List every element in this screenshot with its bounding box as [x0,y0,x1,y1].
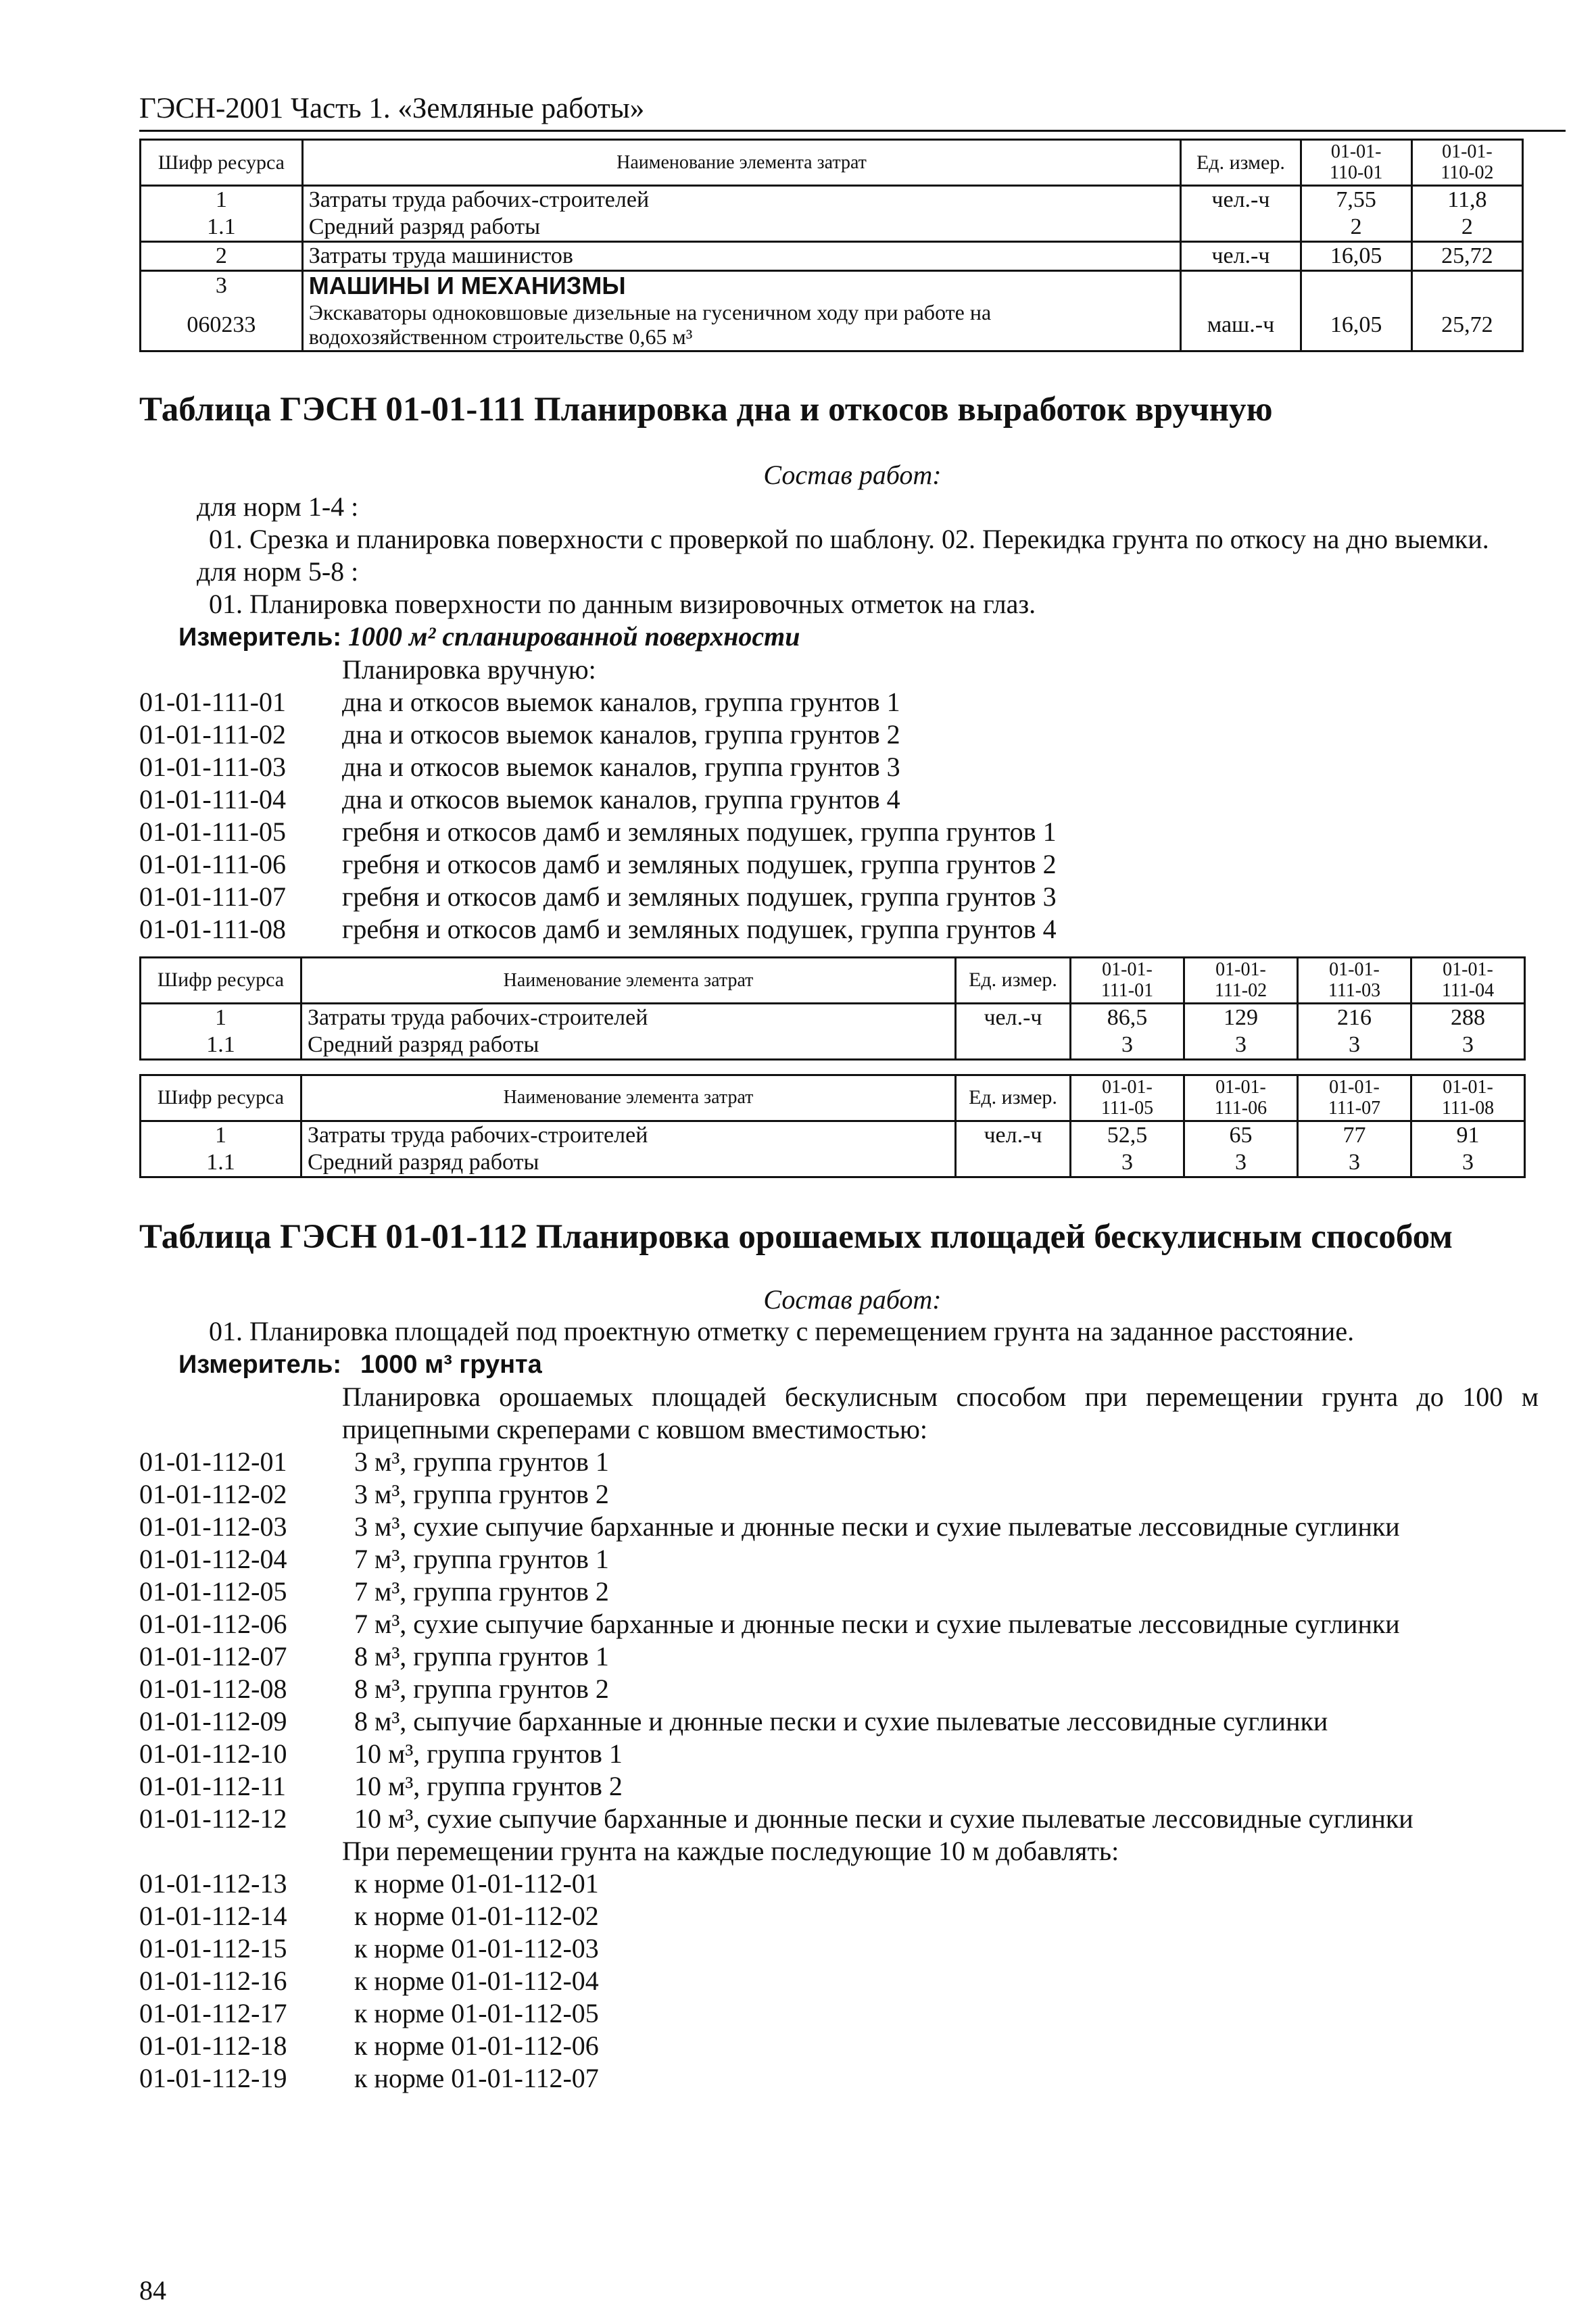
col-header-line: 01-01- [1215,1076,1266,1098]
norm-description: 7 м³, группа грунтов 2 [354,1576,609,1607]
norm-item [139,1965,1566,1997]
measurement-unit [139,1348,1566,1381]
norm-item [139,686,1566,718]
col-header [1411,957,1525,1003]
norms-range-label: для норм 5-8 : [197,556,359,587]
norm-code: 01-01-112-06 [139,1608,287,1639]
cell: 060233 [141,300,303,351]
norm-code: 01-01-112-01 [139,1446,287,1477]
norm-code: 01-01-111-07 [139,881,286,912]
norm-code: 01-01-112-05 [139,1576,287,1607]
col-header-line: 110-01 [1330,162,1383,184]
table-row [141,300,1523,351]
norm-description: к норме 01-01-112-05 [354,1997,599,2028]
cell [1181,270,1301,300]
col-header-line: 01-01- [1329,1076,1380,1098]
section-111-title: Таблица ГЭСН 01-01-111 Планировка дна и откосов выработок вручную [139,390,1273,429]
cell: 3 [1184,1149,1298,1177]
norm-item [139,881,1566,913]
cell [956,1149,1071,1177]
norm-code: 01-01-111-03 [139,751,286,782]
norm-description: гребня и откосов дамб и земляных подушек, группа грунтов 1 [342,816,1057,847]
norm-item [139,783,1566,816]
cell: 86,5 [1071,1003,1184,1031]
norm-description: к норме 01-01-112-01 [354,1868,599,1899]
cell: 65 [1184,1121,1298,1149]
cell: Средний разряд работы [301,1031,956,1060]
norm-description: к норме 01-01-112-04 [354,1965,599,1996]
norm-description: 8 м³, сыпучие барханные и дюнные пески и сухие пылеватые лессовидные суглинки [354,1705,1328,1736]
cell: 3 [141,270,303,300]
cell: 1.1 [141,1031,301,1060]
col-header: Ед. измер. [956,1075,1071,1121]
cell: 1.1 [141,214,303,242]
cell: 3 [1071,1149,1184,1177]
cell: МАШИНЫ И МЕХАНИЗМЫ [302,270,1181,300]
cell: 3 [1411,1031,1525,1060]
cell: чел.-ч [956,1003,1071,1031]
table-row [141,241,1523,270]
norm-code: 01-01-112-03 [139,1511,287,1542]
col-header-line: 01-01- [1330,141,1382,162]
table-header-row [141,957,1525,1003]
cell: маш.-ч [1181,300,1301,351]
norm-item [139,1738,1566,1770]
col-header: Наименование элемента затрат [301,1075,956,1121]
cell: 216 [1298,1003,1411,1031]
table-header-row [141,1075,1525,1121]
table-row [141,1003,1525,1031]
norm-code: 01-01-112-09 [139,1705,287,1736]
col-header-line: 01-01- [1102,1076,1153,1098]
cell: 11,8 [1411,185,1522,214]
col-header [1301,140,1411,186]
col-header-line: 111-01 [1101,980,1154,1002]
cell: чел.-ч [956,1121,1071,1149]
norm-description: гребня и откосов дамб и земляных подушек, группа грунтов 3 [342,881,1057,912]
composition-label: Состав работ: [763,459,942,490]
norm-item [139,1932,1566,1965]
cell: Средний разряд работы [302,214,1181,242]
col-header [1071,1075,1184,1121]
col-header-line: 01-01- [1443,958,1493,980]
norm-code: 01-01-112-16 [139,1965,287,1996]
norm-code: 01-01-112-14 [139,1900,287,1931]
norm-code: 01-01-112-10 [139,1738,287,1769]
norm-description: 7 м³, группа грунтов 1 [354,1543,609,1574]
cell: 16,05 [1301,241,1411,270]
measurement-value: 1000 м² спланированной поверхности [347,620,800,652]
norm-description: дна и откосов выемок каналов, группа грунтов 3 [342,751,900,782]
table-row [141,270,1523,300]
col-header-line: 111-02 [1214,980,1267,1002]
cell: Затраты труда рабочих-строителей [301,1003,956,1031]
measurement-value: 1000 м³ грунта [360,1350,542,1379]
cell: 2 [1411,214,1522,242]
measurement-label: Измеритель: [178,1350,341,1379]
norm-description: к норме 01-01-112-03 [354,1932,599,1964]
cell: 2 [1301,214,1411,242]
cell: Затраты труда рабочих-строителей [302,185,1181,214]
work-description: 01. Срезка и планировка поверхности с проверкой по шаблону. 02. Перекидка грунта по откосу на дно выемки. [209,523,1489,554]
norm-code: 01-01-111-08 [139,913,286,944]
norm-item [139,1868,1566,1900]
col-header-line: 111-03 [1328,980,1381,1002]
col-header: Ед. измер. [956,957,1071,1003]
resource-table-110 [139,139,1524,352]
norm-code: 01-01-111-01 [139,686,286,717]
norm-description: дна и откосов выемок каналов, группа грунтов 1 [342,686,900,717]
cell: 129 [1184,1003,1298,1031]
norm-description: 3 м³, группа грунтов 1 [354,1446,609,1477]
norm-code: 01-01-112-13 [139,1868,287,1899]
cell: 3 [1298,1149,1411,1177]
col-header-line: 110-02 [1441,162,1494,184]
resource-table-111-b [139,1074,1526,1178]
norm-description: 3 м³, группа грунтов 2 [354,1478,609,1509]
norms-extra-intro: При перемещении грунта на каждые последующие 10 м добавлять: [342,1835,1119,1866]
resource-table-111-a [139,956,1526,1061]
norm-code: 01-01-112-11 [139,1770,286,1801]
norms-range-label: для норм 1-4 : [197,491,359,522]
cell: 16,05 [1301,300,1411,351]
cell: 3 [1071,1031,1184,1060]
norm-item [139,1770,1566,1803]
norm-description: дна и откосов выемок каналов, группа грунтов 2 [342,718,900,750]
norm-description: 7 м³, сухие сыпучие барханные и дюнные пески и сухие пылеватые лессовидные суглинки [354,1608,1400,1639]
norms-list [139,686,1566,946]
cell: 7,55 [1301,185,1411,214]
cell: 1 [141,1121,301,1149]
section-112-title: Таблица ГЭСН 01-01-112 Планировка орошаемых площадей бескулисным способом [139,1217,1453,1256]
norm-code: 01-01-112-18 [139,2030,287,2061]
col-header-line: 111-05 [1101,1098,1154,1119]
cell: 2 [141,241,303,270]
col-header [1411,1075,1525,1121]
norm-item [139,1997,1566,2030]
norm-item [139,1576,1566,1608]
col-header [1411,140,1522,186]
norm-item [139,1543,1566,1576]
cell: 288 [1411,1003,1525,1031]
cell: Затраты труда машинистов [302,241,1181,270]
work-description: 01. Планировка площадей под проектную отметку с перемещением грунта на заданное расстояние. [209,1315,1355,1346]
norms-intro: Планировка вручную: [342,654,596,685]
norm-item [139,718,1566,751]
norm-item [139,2030,1566,2062]
col-header-line: 111-04 [1441,980,1495,1002]
norm-item [139,1478,1566,1511]
norm-code: 01-01-112-15 [139,1932,287,1964]
norm-item [139,816,1566,848]
cell: Экскаваторы одноковшовые дизельные на гусеничном ходу при работе на водохозяйственном строительстве 0,65 м³ [302,300,1181,351]
col-header: Шифр ресурса [141,957,301,1003]
col-header-line: 01-01- [1102,958,1153,980]
table-header-row [141,140,1523,186]
norms-intro: Планировка орошаемых площадей бескулисным способом при перемещении грунта до 100 м прицепными скреперами с ковшом вместимостью: [342,1381,1539,1444]
col-header: Наименование элемента затрат [302,140,1181,186]
norm-description: 10 м³, группа грунтов 2 [354,1770,623,1801]
norm-code: 01-01-112-02 [139,1478,287,1509]
measurement-label: Измеритель: [178,623,341,652]
norm-item [139,1673,1566,1705]
norms-list [139,1868,1566,2095]
col-header-line: 01-01- [1442,141,1493,162]
cell: 1.1 [141,1149,301,1177]
cell: Затраты труда рабочих-строителей [301,1121,956,1149]
work-description: 01. Планировка поверхности по данным визировочных отметок на глаз. [209,588,1036,619]
col-header [1184,1075,1298,1121]
norm-code: 01-01-112-07 [139,1640,287,1672]
norm-description: к норме 01-01-112-02 [354,1900,599,1931]
col-header: Шифр ресурса [141,140,303,186]
col-header: Наименование элемента затрат [301,957,956,1003]
col-header [1184,957,1298,1003]
cell [1301,270,1411,300]
cell: 25,72 [1411,241,1522,270]
measurement-unit [139,620,1566,654]
norm-description: 8 м³, группа грунтов 1 [354,1640,609,1672]
cell: 77 [1298,1121,1411,1149]
cell: 1 [141,1003,301,1031]
norm-item [139,913,1566,946]
document-page [139,88,1566,2306]
cell: 3 [1184,1031,1298,1060]
cell: 25,72 [1411,300,1522,351]
col-header [1071,957,1184,1003]
col-header-line: 111-08 [1441,1098,1495,1119]
col-header [1298,957,1411,1003]
norm-code: 01-01-111-04 [139,783,286,814]
cell [956,1031,1071,1060]
norm-item [139,1640,1566,1673]
cell: 1 [141,185,303,214]
col-header-line: 01-01- [1215,958,1266,980]
norm-description: 3 м³, сухие сыпучие барханные и дюнные пески и сухие пылеватые лессовидные суглинки [354,1511,1400,1542]
norm-description: 10 м³, группа грунтов 1 [354,1738,623,1769]
norm-code: 01-01-112-08 [139,1673,287,1704]
col-header [1298,1075,1411,1121]
col-header-line: 111-07 [1328,1098,1381,1119]
norm-description: дна и откосов выемок каналов, группа грунтов 4 [342,783,900,814]
norm-description: 8 м³, группа грунтов 2 [354,1673,609,1704]
col-header: Ед. измер. [1181,140,1301,186]
composition-label: Состав работ: [763,1284,942,1315]
norm-description: гребня и откосов дамб и земляных подушек, группа грунтов 2 [342,848,1057,879]
norm-item [139,1446,1566,1478]
norm-item [139,1511,1566,1543]
cell: 3 [1298,1031,1411,1060]
col-header-line: 111-06 [1214,1098,1267,1119]
norm-code: 01-01-112-12 [139,1803,287,1834]
table-row [141,214,1523,242]
page-number: 84 [139,2275,166,2306]
norm-item [139,1803,1566,1835]
norm-code: 01-01-112-04 [139,1543,287,1574]
cell: чел.-ч [1181,241,1301,270]
cell: чел.-ч [1181,185,1301,214]
norm-description: 10 м³, сухие сыпучие барханные и дюнные пески и сухие пылеватые лессовидные суглинки [354,1803,1413,1834]
table-row [141,185,1523,214]
norm-description: к норме 01-01-112-07 [354,2062,599,2093]
norm-description: гребня и откосов дамб и земляных подушек, группа грунтов 4 [342,913,1057,944]
norm-code: 01-01-111-06 [139,848,286,879]
cell: 52,5 [1071,1121,1184,1149]
cell: 3 [1411,1149,1525,1177]
table-row [141,1121,1525,1149]
norm-item [139,2062,1566,2095]
col-header: Шифр ресурса [141,1075,301,1121]
cell [1411,270,1522,300]
norm-description: к норме 01-01-112-06 [354,2030,599,2061]
table-row [141,1149,1525,1177]
norm-code: 01-01-111-02 [139,718,286,750]
norm-item [139,751,1566,783]
norm-item [139,848,1566,881]
cell: 91 [1411,1121,1525,1149]
cell [1181,214,1301,242]
norm-item [139,1900,1566,1932]
table-row [141,1031,1525,1060]
norms-list [139,1446,1566,1835]
running-header: ГЭСН-2001 Часть 1. «Земляные работы» [139,88,1566,132]
norm-code: 01-01-112-17 [139,1997,287,2028]
col-header-line: 01-01- [1329,958,1380,980]
norm-code: 01-01-112-19 [139,2062,287,2093]
norm-code: 01-01-111-05 [139,816,286,847]
norm-item [139,1705,1566,1738]
norm-item [139,1608,1566,1640]
cell: Средний разряд работы [301,1149,956,1177]
col-header-line: 01-01- [1443,1076,1493,1098]
